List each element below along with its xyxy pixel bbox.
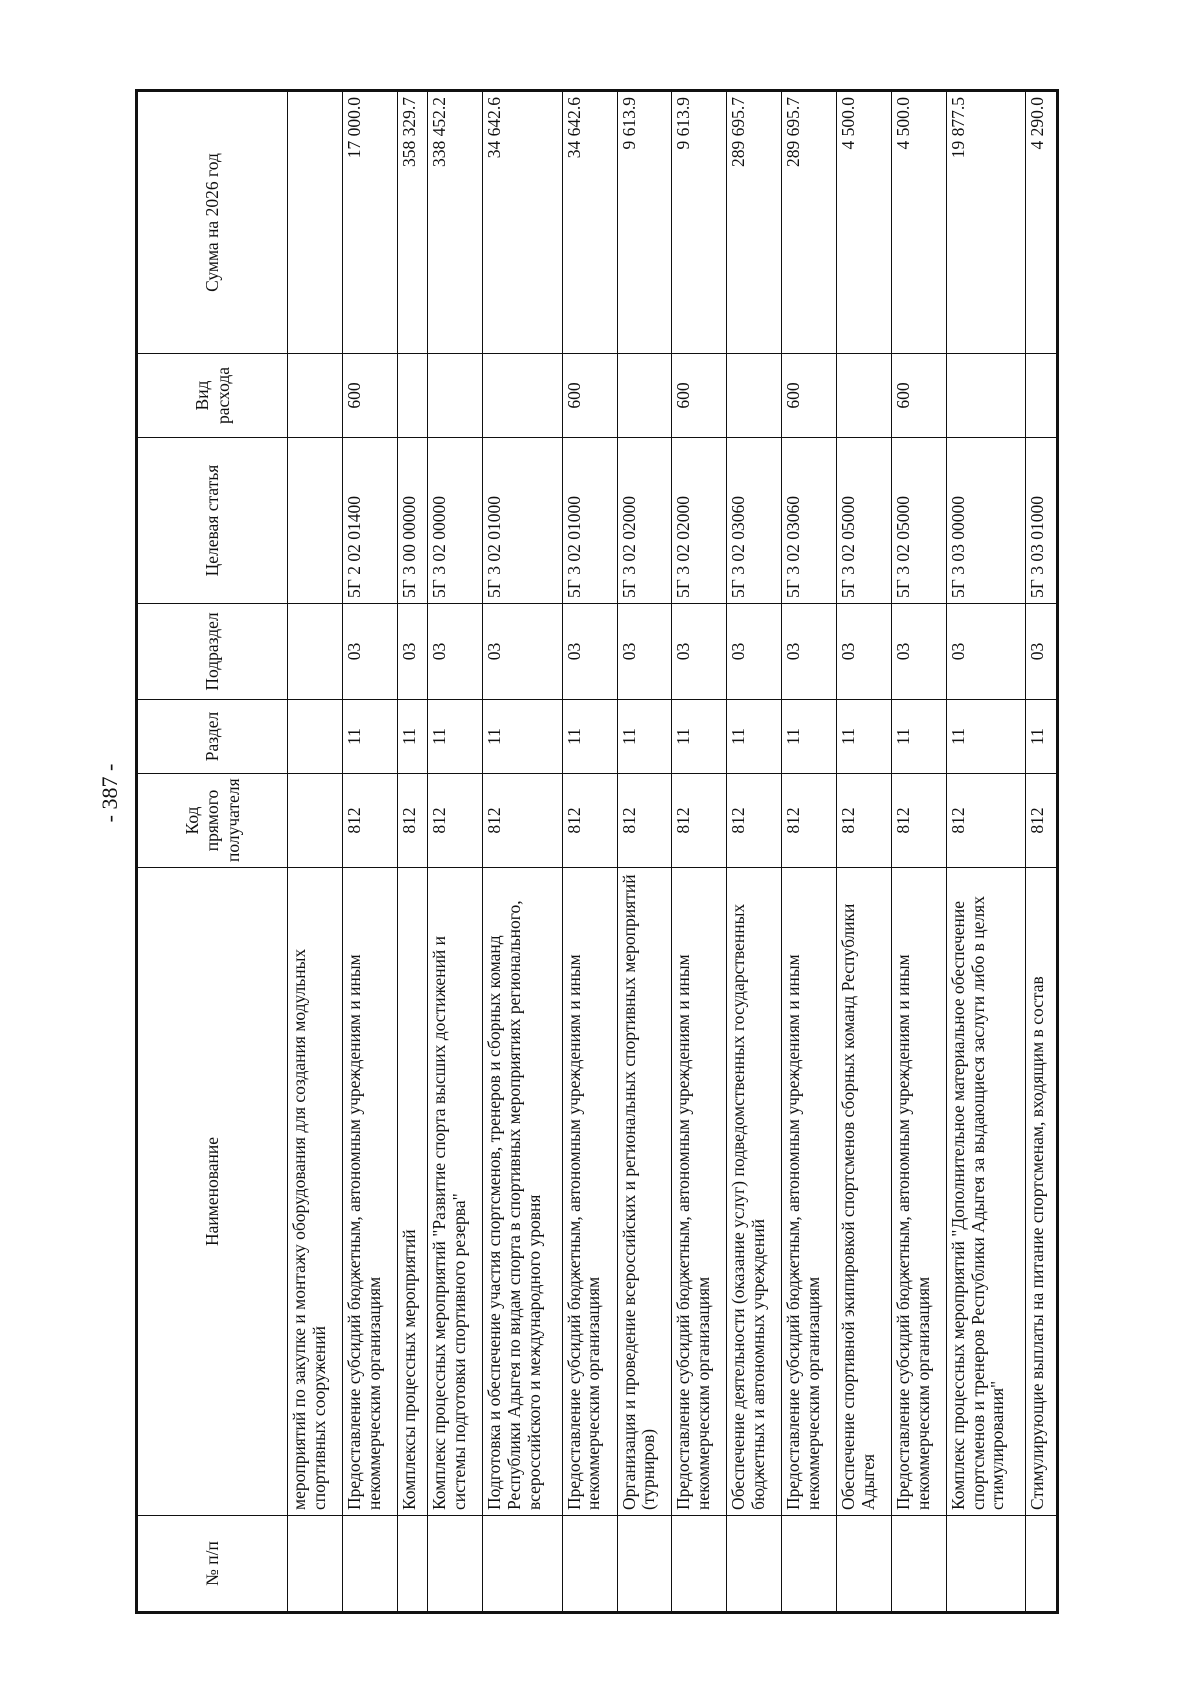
cell-section: 11 bbox=[617, 700, 672, 774]
cell-sum: 34 642.6 bbox=[483, 92, 562, 354]
cell-sum: 289 695.7 bbox=[782, 92, 837, 354]
cell-subsection: 03 bbox=[672, 604, 727, 700]
cell-name: Предоставление субсидий бюджетным, автономным учреждениям и иным некоммерческим организациям bbox=[562, 868, 617, 1516]
cell-subsection: 03 bbox=[782, 604, 837, 700]
cell-section bbox=[288, 700, 343, 774]
cell-name: Стимулирующие выплаты на питание спортсменам, входящим в состав bbox=[1026, 868, 1057, 1516]
cell-name: Предоставление субсидий бюджетным, автономным учреждениям и иным некоммерческим организациям bbox=[782, 868, 837, 1516]
cell-section: 11 bbox=[947, 700, 1026, 774]
cell-recipient: 812 bbox=[892, 774, 947, 868]
cell-target: 5Г 3 02 02000 bbox=[617, 438, 672, 604]
header-sum: Сумма на 2026 год bbox=[138, 92, 288, 354]
cell-sum: 4 290.0 bbox=[1026, 92, 1057, 354]
cell-num bbox=[397, 1516, 428, 1612]
cell-target: 5Г 3 02 01000 bbox=[562, 438, 617, 604]
cell-target: 5Г 3 00 00000 bbox=[397, 438, 428, 604]
cell-section: 11 bbox=[428, 700, 483, 774]
table-row bbox=[892, 92, 947, 1612]
table-row bbox=[562, 92, 617, 1612]
cell-subsection: 03 bbox=[617, 604, 672, 700]
budget-table bbox=[137, 91, 1057, 1612]
cell-recipient: 812 bbox=[342, 774, 397, 868]
cell-name: мероприятий по закупке и монтажу оборудования для создания модульных спортивных сооружений bbox=[288, 868, 343, 1516]
cell-expense: 600 bbox=[672, 354, 727, 438]
cell-expense: 600 bbox=[342, 354, 397, 438]
cell-name: Организация и проведение всероссийских и региональных спортивных мероприятий (турниров) bbox=[617, 868, 672, 1516]
cell-expense: 600 bbox=[892, 354, 947, 438]
table-row bbox=[1026, 92, 1057, 1612]
cell-expense: 600 bbox=[562, 354, 617, 438]
cell-name: Предоставление субсидий бюджетным, автономным учреждениям и иным некоммерческим организациям bbox=[892, 868, 947, 1516]
cell-target: 5Г 3 02 03060 bbox=[727, 438, 782, 604]
cell-recipient: 812 bbox=[483, 774, 562, 868]
cell-expense bbox=[428, 354, 483, 438]
cell-name: Комплекс процессных мероприятий "Дополнительное материальное обеспечение спортсменов и тренеров Республики Адыгея за выдающиеся заслуги либо в целях стимулирования" bbox=[947, 868, 1026, 1516]
cell-name: Предоставление субсидий бюджетным, автономным учреждениям и иным некоммерческим организациям bbox=[342, 868, 397, 1516]
cell-target: 5Г 3 03 01000 bbox=[1026, 438, 1057, 604]
cell-subsection: 03 bbox=[428, 604, 483, 700]
rotated-table bbox=[137, 92, 1057, 1612]
table-row bbox=[288, 92, 343, 1612]
cell-target: 5Г 3 02 02000 bbox=[672, 438, 727, 604]
cell-name: Предоставление субсидий бюджетным, автономным учреждениям и иным некоммерческим организациям bbox=[672, 868, 727, 1516]
cell-recipient: 812 bbox=[727, 774, 782, 868]
cell-sum: 17 000.0 bbox=[342, 92, 397, 354]
cell-recipient: 812 bbox=[1026, 774, 1057, 868]
cell-expense bbox=[483, 354, 562, 438]
cell-section: 11 bbox=[397, 700, 428, 774]
cell-num bbox=[892, 1516, 947, 1612]
cell-subsection: 03 bbox=[483, 604, 562, 700]
cell-recipient: 812 bbox=[837, 774, 892, 868]
table-row bbox=[727, 92, 782, 1612]
table-row bbox=[342, 92, 397, 1612]
cell-expense bbox=[288, 354, 343, 438]
cell-subsection: 03 bbox=[947, 604, 1026, 700]
table-row bbox=[672, 92, 727, 1612]
cell-name: Комплексы процессных мероприятий bbox=[397, 868, 428, 1516]
cell-target: 5Г 2 02 01400 bbox=[342, 438, 397, 604]
cell-expense bbox=[727, 354, 782, 438]
table-body bbox=[288, 92, 1057, 1612]
cell-num bbox=[1026, 1516, 1057, 1612]
cell-recipient: 812 bbox=[562, 774, 617, 868]
cell-target: 5Г 3 03 00000 bbox=[947, 438, 1026, 604]
cell-num bbox=[782, 1516, 837, 1612]
cell-sum: 19 877.5 bbox=[947, 92, 1026, 354]
cell-subsection: 03 bbox=[397, 604, 428, 700]
cell-expense bbox=[947, 354, 1026, 438]
cell-subsection: 03 bbox=[1026, 604, 1057, 700]
cell-recipient bbox=[288, 774, 343, 868]
cell-section: 11 bbox=[562, 700, 617, 774]
cell-section: 11 bbox=[782, 700, 837, 774]
table-row bbox=[837, 92, 892, 1612]
cell-target bbox=[288, 438, 343, 604]
cell-sum: 289 695.7 bbox=[727, 92, 782, 354]
header-target: Целевая статья bbox=[138, 438, 288, 604]
cell-section: 11 bbox=[727, 700, 782, 774]
cell-num bbox=[947, 1516, 1026, 1612]
cell-name: Обеспечение спортивной экипировкой спортсменов сборных команд Республики Адыгея bbox=[837, 868, 892, 1516]
cell-name: Подготовка и обеспечение участия спортсменов, тренеров и сборных команд Республики Адыгея по видам спорта в спортивных мероприятиях регионального, всероссийского и международного уровня bbox=[483, 868, 562, 1516]
header-section: Раздел bbox=[138, 700, 288, 774]
cell-num bbox=[342, 1516, 397, 1612]
header-subsection: Подраздел bbox=[138, 604, 288, 700]
cell-section: 11 bbox=[837, 700, 892, 774]
cell-num bbox=[428, 1516, 483, 1612]
cell-sum: 9 613.9 bbox=[672, 92, 727, 354]
cell-sum: 358 329.7 bbox=[397, 92, 428, 354]
cell-section: 11 bbox=[483, 700, 562, 774]
cell-section: 11 bbox=[672, 700, 727, 774]
cell-num bbox=[483, 1516, 562, 1612]
cell-target: 5Г 3 02 00000 bbox=[428, 438, 483, 604]
cell-expense bbox=[837, 354, 892, 438]
cell-expense: 600 bbox=[782, 354, 837, 438]
cell-num bbox=[288, 1516, 343, 1612]
page-number: - 387 - bbox=[97, 763, 122, 823]
cell-recipient: 812 bbox=[782, 774, 837, 868]
cell-recipient: 812 bbox=[617, 774, 672, 868]
cell-section: 11 bbox=[892, 700, 947, 774]
table-row bbox=[483, 92, 562, 1612]
cell-sum: 4 500.0 bbox=[837, 92, 892, 354]
cell-sum: 34 642.6 bbox=[562, 92, 617, 354]
cell-subsection: 03 bbox=[727, 604, 782, 700]
cell-target: 5Г 3 02 03060 bbox=[782, 438, 837, 604]
cell-target: 5Г 3 02 05000 bbox=[837, 438, 892, 604]
cell-num bbox=[727, 1516, 782, 1612]
cell-subsection: 03 bbox=[562, 604, 617, 700]
cell-recipient: 812 bbox=[428, 774, 483, 868]
cell-name: Обеспечение деятельности (оказание услуг) подведомственных государственных бюджетных и автономных учреждений bbox=[727, 868, 782, 1516]
cell-sum bbox=[288, 92, 343, 354]
table-row bbox=[428, 92, 483, 1612]
cell-subsection: 03 bbox=[892, 604, 947, 700]
cell-recipient: 812 bbox=[947, 774, 1026, 868]
table-row bbox=[397, 92, 428, 1612]
cell-target: 5Г 3 02 05000 bbox=[892, 438, 947, 604]
cell-recipient: 812 bbox=[397, 774, 428, 868]
rotated-table-wrapper bbox=[137, 92, 1057, 1612]
header-expense: Вид расхода bbox=[138, 354, 288, 438]
cell-section: 11 bbox=[342, 700, 397, 774]
cell-name: Комплекс процессных мероприятий "Развитие спорта высших достижений и системы подготовки спортивного резерва" bbox=[428, 868, 483, 1516]
cell-expense bbox=[617, 354, 672, 438]
cell-subsection bbox=[288, 604, 343, 700]
cell-num bbox=[617, 1516, 672, 1612]
cell-target: 5Г 3 02 01000 bbox=[483, 438, 562, 604]
table-row bbox=[947, 92, 1026, 1612]
cell-expense bbox=[397, 354, 428, 438]
cell-sum: 9 613.9 bbox=[617, 92, 672, 354]
table-row bbox=[782, 92, 837, 1612]
cell-expense bbox=[1026, 354, 1057, 438]
cell-num bbox=[837, 1516, 892, 1612]
cell-sum: 338 452.2 bbox=[428, 92, 483, 354]
cell-section: 11 bbox=[1026, 700, 1057, 774]
header-name: Наименование bbox=[138, 868, 288, 1516]
table-row bbox=[617, 92, 672, 1612]
cell-subsection: 03 bbox=[342, 604, 397, 700]
header-num: № п/п bbox=[138, 1516, 288, 1612]
cell-recipient: 812 bbox=[672, 774, 727, 868]
cell-num bbox=[672, 1516, 727, 1612]
header-recipient: Код прямого получателя bbox=[138, 774, 288, 868]
cell-sum: 4 500.0 bbox=[892, 92, 947, 354]
cell-subsection: 03 bbox=[837, 604, 892, 700]
table-header-row bbox=[138, 92, 288, 1612]
cell-num bbox=[562, 1516, 617, 1612]
